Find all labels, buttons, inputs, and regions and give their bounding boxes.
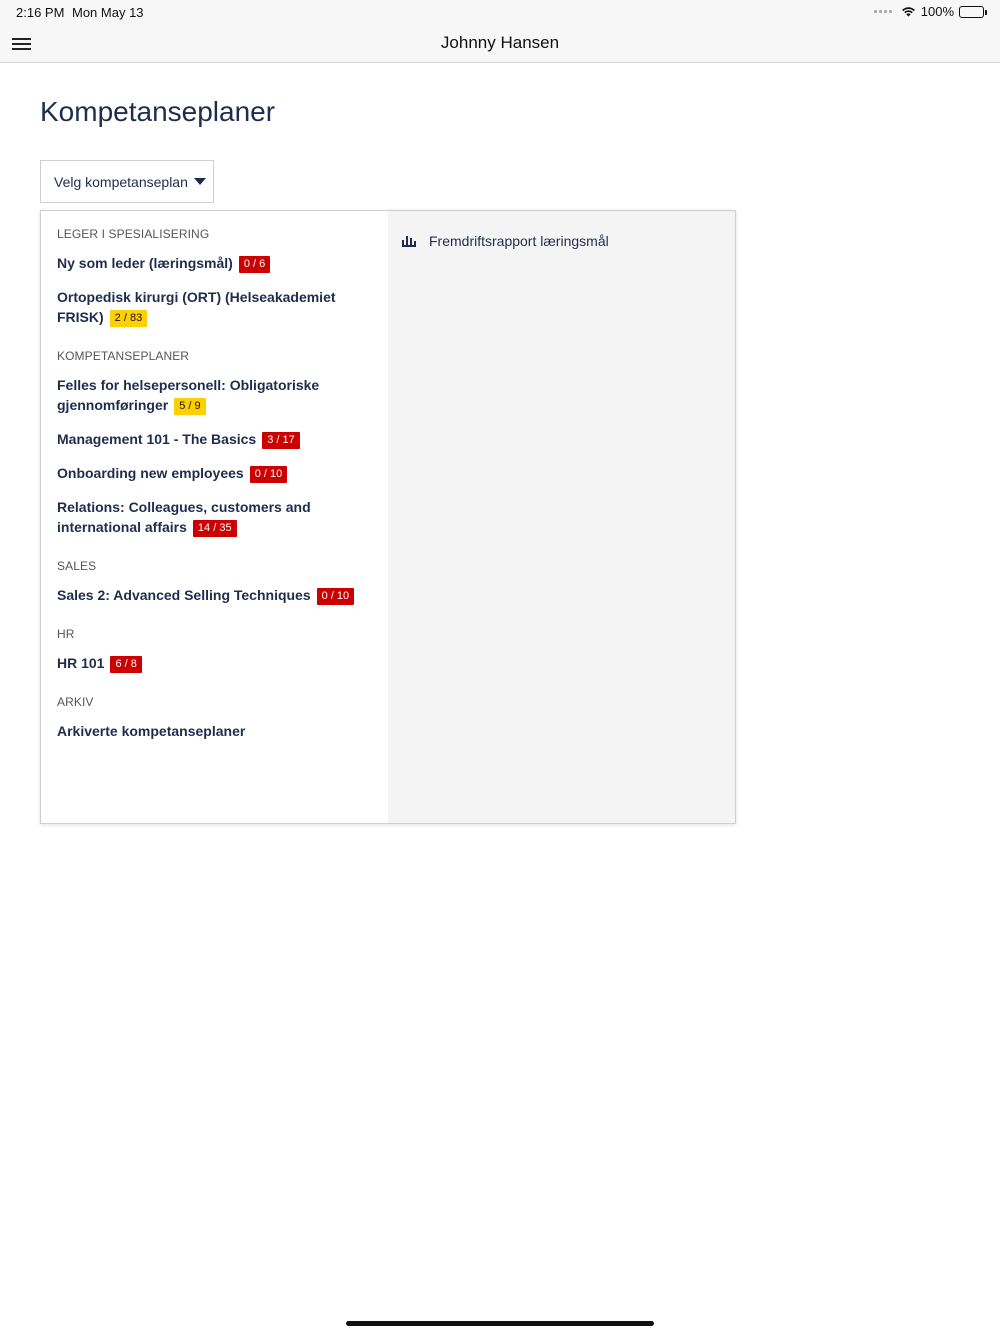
progress-badge: 2 / 83 [110,310,148,327]
plan-item[interactable] [57,429,372,449]
nav-title: Johnny Hansen [440,33,560,52]
section-arkiv [57,695,372,741]
report-panel [388,211,735,823]
plan-item[interactable] [57,653,372,673]
plan-label: Onboarding new employees [57,465,244,481]
status-right [874,4,984,19]
progress-badge: 3 / 17 [262,432,300,449]
plan-item[interactable] [57,585,372,605]
wifi-icon [901,6,916,17]
nav-bar [0,24,1000,63]
home-indicator[interactable] [346,1321,654,1326]
plan-label: HR 101 [57,655,105,671]
status-bar [0,0,1000,24]
status-time: 2:16 PM [16,5,65,20]
archived-plans-link[interactable] [57,721,372,741]
bar-chart-icon [402,236,416,247]
dropdown-label: Velg kompetanseplan [54,173,188,190]
plan-item[interactable] [57,253,372,273]
plan-item[interactable] [57,497,372,537]
plan-label: Relations: Colleagues, customers and international affairs [57,499,311,535]
progress-badge: 14 / 35 [193,520,237,537]
section-hr [57,627,372,673]
status-date: Mon May 13 [72,5,144,20]
plan-label: Felles for helsepersonell: Obligatoriske gjennomføringer [57,377,320,413]
plan-label: Ny som leder (læringsmål) [57,255,233,271]
battery-percent: 100% [920,4,954,19]
plan-item[interactable] [57,463,372,483]
caret-down-icon [194,178,206,185]
plan-label: Arkiverte kompetanseplaner [57,723,246,739]
report-link-label: Fremdriftsrapport læringsmål [429,233,609,249]
section-kompetanseplaner [57,349,372,537]
section-header: SALES [57,559,97,573]
plan-label: Ortopedisk kirurgi (ORT) (Helseakademiet FRISK) [57,289,336,325]
section-leger [57,227,372,327]
progress-badge: 0 / 6 [239,256,270,273]
progress-report-link[interactable] [402,233,609,249]
section-header: ARKIV [57,695,94,709]
section-header: LEGER I SPESIALISERING [57,227,210,241]
plan-list [41,211,388,823]
plan-label: Sales 2: Advanced Selling Techniques [57,587,311,603]
plan-label: Management 101 - The Basics [57,431,257,447]
battery-icon [959,6,984,18]
section-header: KOMPETANSEPLANER [57,349,190,363]
cellular-signal-icon [874,10,892,13]
page-title: Kompetanseplaner [40,96,276,127]
section-sales [57,559,372,605]
progress-badge: 0 / 10 [317,588,355,605]
plan-item[interactable] [57,287,372,327]
select-plan-dropdown[interactable] [40,160,214,203]
progress-badge: 6 / 8 [110,656,141,673]
section-header: HR [57,627,75,641]
progress-badge: 5 / 9 [174,398,205,415]
dropdown-panel [40,210,736,824]
progress-badge: 0 / 10 [250,466,288,483]
plan-item[interactable] [57,375,372,415]
